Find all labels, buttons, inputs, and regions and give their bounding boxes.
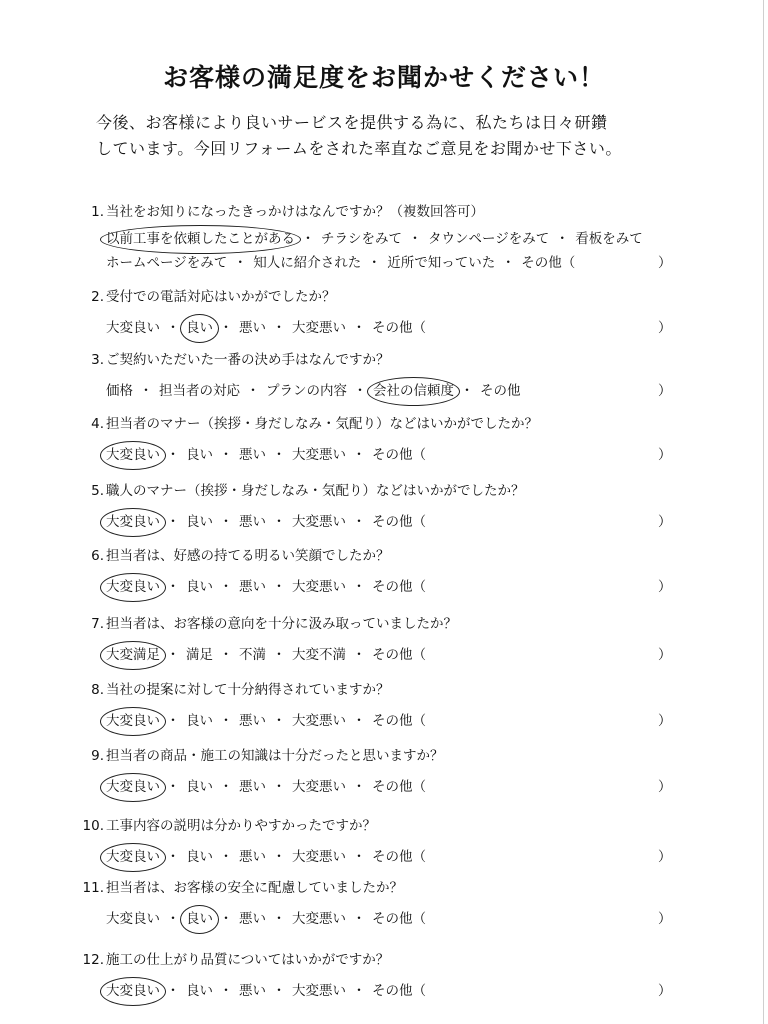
question-text: 担当者は、お客様の意向を十分に汲み取っていましたか？ xyxy=(106,616,457,632)
answer-option[interactable]: その他（ xyxy=(372,849,426,865)
question-text: 当社をお知りになったきっかけはなんですか？（複数回答可） xyxy=(106,204,484,220)
answer-option[interactable]: 良い xyxy=(186,779,213,795)
separator-dot: ・ xyxy=(139,383,153,399)
close-paren: ） xyxy=(658,849,672,865)
question-text: 当社の提案に対して十分納得されていますか？ xyxy=(106,682,390,698)
separator-dot: ・ xyxy=(272,320,286,336)
separator-dot: ・ xyxy=(352,579,366,595)
separator-dot: ・ xyxy=(166,911,180,927)
answer-options xyxy=(106,228,700,250)
separator-dot: ・ xyxy=(233,255,247,271)
answer-option[interactable]: 悪い xyxy=(239,849,266,865)
answer-option[interactable]: 知人に紹介された xyxy=(253,255,362,271)
separator-dot: ・ xyxy=(272,983,286,999)
answer-option[interactable]: 良い xyxy=(186,713,213,729)
question-number: 6. xyxy=(91,548,104,564)
answer-option[interactable]: 悪い xyxy=(239,983,266,999)
separator-dot: ・ xyxy=(219,320,233,336)
separator-dot: ・ xyxy=(353,383,367,399)
question-heading xyxy=(60,414,700,434)
answer-option[interactable]: その他（ xyxy=(521,255,576,271)
separator-dot: ・ xyxy=(272,713,286,729)
separator-dot: ・ xyxy=(352,514,366,530)
question-heading xyxy=(60,680,700,700)
answer-option[interactable]: 悪い xyxy=(239,911,266,927)
answer-option[interactable]: 満足 xyxy=(186,647,213,663)
answer-option[interactable]: 大変悪い xyxy=(292,849,346,865)
answer-options xyxy=(106,710,700,732)
answer-option-circled[interactable]: 大変良い xyxy=(106,846,160,868)
separator-dot: ・ xyxy=(272,779,286,795)
answer-option[interactable]: 近所で知っていた xyxy=(387,255,496,271)
answer-option[interactable]: その他（ xyxy=(372,983,426,999)
separator-dot: ・ xyxy=(272,514,286,530)
question-number: 8. xyxy=(91,682,104,698)
intro-line: しています。今回リフォームをされた率直なご意見をお聞かせ下さい。 xyxy=(96,139,622,158)
close-paren: ） xyxy=(658,514,672,530)
answer-option-circled[interactable]: 良い xyxy=(186,908,213,930)
close-paren: ） xyxy=(658,579,672,595)
answer-option[interactable]: その他（ xyxy=(372,447,426,463)
separator-dot: ・ xyxy=(219,911,233,927)
answer-option[interactable]: 悪い xyxy=(239,713,266,729)
question-text: 担当者は、お客様の安全に配慮していましたか？ xyxy=(106,880,403,896)
answer-option[interactable]: その他（ xyxy=(372,713,426,729)
answer-option[interactable]: 不満 xyxy=(239,647,266,663)
question-1 xyxy=(60,202,700,274)
question-number: 1. xyxy=(91,204,104,220)
answer-options xyxy=(106,980,700,1002)
separator-dot: ・ xyxy=(272,849,286,865)
separator-dot: ・ xyxy=(352,647,366,663)
separator-dot: ・ xyxy=(219,447,233,463)
separator-dot: ・ xyxy=(166,320,180,336)
answer-options xyxy=(106,380,700,402)
question-text: 施工の仕上がり品質についてはいかがですか？ xyxy=(106,952,390,968)
answer-option[interactable]: 看板をみて xyxy=(575,231,643,247)
separator-dot: ・ xyxy=(166,579,180,595)
separator-dot: ・ xyxy=(272,579,286,595)
answer-option[interactable]: 悪い xyxy=(239,447,266,463)
answer-option[interactable]: 良い xyxy=(186,579,213,595)
separator-dot: ・ xyxy=(501,255,515,271)
page-title: お客様の満足度をお聞かせください！ xyxy=(162,63,605,92)
answer-option-circled[interactable]: 大変良い xyxy=(106,776,160,798)
answer-option-circled[interactable]: 大変良い xyxy=(106,710,160,732)
answer-option-circled[interactable]: 大変良い xyxy=(106,444,160,466)
answer-option[interactable]: 大変悪い xyxy=(292,447,346,463)
question-12 xyxy=(60,950,700,1002)
answer-option-circled[interactable]: 大変良い xyxy=(106,980,160,1002)
answer-option[interactable]: その他（ xyxy=(372,579,426,595)
close-paren: ） xyxy=(658,911,672,927)
answer-option[interactable]: チラシをみて xyxy=(321,231,402,247)
answer-option[interactable]: 悪い xyxy=(239,514,266,530)
answer-option-circled[interactable]: 以前工事を依頼したことがある xyxy=(106,228,295,250)
answer-options xyxy=(106,252,700,274)
answer-options xyxy=(106,317,700,339)
question-number: 12. xyxy=(82,952,104,968)
separator-dot: ・ xyxy=(219,579,233,595)
question-heading xyxy=(60,746,700,766)
answer-option[interactable]: 価格 xyxy=(106,383,133,399)
close-paren: ） xyxy=(658,983,672,999)
question-2 xyxy=(60,287,700,339)
question-heading xyxy=(60,350,700,370)
answer-option[interactable]: 大変良い xyxy=(106,320,160,336)
separator-dot: ・ xyxy=(272,447,286,463)
question-11 xyxy=(60,878,700,930)
answer-option[interactable]: 大変悪い xyxy=(292,779,346,795)
answer-option[interactable]: 大変悪い xyxy=(292,514,346,530)
close-paren: ） xyxy=(658,255,672,271)
answer-option-circled[interactable]: 大変良い xyxy=(106,576,160,598)
answer-option[interactable]: 悪い xyxy=(239,320,266,336)
close-paren: ） xyxy=(658,320,672,336)
question-number: 7. xyxy=(91,616,104,632)
answer-option[interactable]: タウンページをみて xyxy=(428,231,550,247)
separator-dot: ・ xyxy=(166,447,180,463)
answer-option[interactable]: その他 xyxy=(480,383,521,399)
question-10 xyxy=(60,816,700,868)
separator-dot: ・ xyxy=(219,983,233,999)
question-heading xyxy=(60,202,700,222)
answer-option[interactable]: 大変悪い xyxy=(292,713,346,729)
answer-option[interactable]: 大変悪い xyxy=(292,579,346,595)
separator-dot: ・ xyxy=(166,779,180,795)
separator-dot: ・ xyxy=(460,383,474,399)
separator-dot: ・ xyxy=(219,514,233,530)
close-paren: ） xyxy=(658,383,672,399)
question-heading xyxy=(60,816,700,836)
question-3 xyxy=(60,350,700,402)
answer-option[interactable]: 悪い xyxy=(239,579,266,595)
answer-options xyxy=(106,846,700,868)
question-text: 担当者は、好感の持てる明るい笑顔でしたか？ xyxy=(106,548,390,564)
question-text: 担当者のマナー（挨拶・身だしなみ・気配り）などはいかがでしたか？ xyxy=(106,416,538,432)
question-4 xyxy=(60,414,700,466)
question-text: ご契約いただいた一番の決め手はなんですか？ xyxy=(106,352,390,368)
answer-option[interactable]: 大変悪い xyxy=(292,320,346,336)
question-5 xyxy=(60,481,700,533)
separator-dot: ・ xyxy=(352,713,366,729)
separator-dot: ・ xyxy=(408,231,422,247)
answer-option[interactable]: 良い xyxy=(186,849,213,865)
question-heading xyxy=(60,614,700,634)
question-6 xyxy=(60,546,700,598)
separator-dot: ・ xyxy=(219,713,233,729)
answer-options xyxy=(106,444,700,466)
answer-option[interactable]: その他（ xyxy=(372,647,426,663)
separator-dot: ・ xyxy=(166,514,180,530)
answer-options xyxy=(106,511,700,533)
answer-option[interactable]: 大変不満 xyxy=(292,647,346,663)
question-number: 10. xyxy=(82,818,104,834)
answer-option[interactable]: ホームページをみて xyxy=(106,255,228,271)
answer-option[interactable]: 良い xyxy=(186,514,213,530)
separator-dot: ・ xyxy=(352,849,366,865)
separator-dot: ・ xyxy=(166,983,180,999)
question-heading xyxy=(60,481,700,501)
answer-options xyxy=(106,644,700,666)
question-8 xyxy=(60,680,700,732)
answer-option-circled[interactable]: 良い xyxy=(186,317,213,339)
question-number: 11. xyxy=(82,880,104,896)
separator-dot: ・ xyxy=(301,231,315,247)
answer-option-circled[interactable]: 大変満足 xyxy=(106,644,160,666)
question-9 xyxy=(60,746,700,798)
answer-option-circled[interactable]: 会社の信頼度 xyxy=(373,380,454,402)
separator-dot: ・ xyxy=(166,849,180,865)
question-number: 5. xyxy=(91,483,104,499)
answer-option[interactable]: 大変良い xyxy=(106,911,160,927)
separator-dot: ・ xyxy=(352,911,366,927)
answer-option-circled[interactable]: 大変良い xyxy=(106,511,160,533)
close-paren: ） xyxy=(658,447,672,463)
question-number: 3. xyxy=(91,352,104,368)
separator-dot: ・ xyxy=(555,231,569,247)
separator-dot: ・ xyxy=(352,320,366,336)
separator-dot: ・ xyxy=(272,647,286,663)
close-paren: ） xyxy=(658,779,672,795)
answer-option[interactable]: プランの内容 xyxy=(266,383,347,399)
question-heading xyxy=(60,287,700,307)
separator-dot: ・ xyxy=(219,849,233,865)
answer-option[interactable]: 悪い xyxy=(239,779,266,795)
question-text: 受付での電話対応はいかがでしたか？ xyxy=(106,289,336,305)
answer-options xyxy=(106,908,700,930)
separator-dot: ・ xyxy=(219,647,233,663)
separator-dot: ・ xyxy=(352,447,366,463)
question-number: 4. xyxy=(91,416,104,432)
answer-option[interactable]: その他（ xyxy=(372,779,426,795)
separator-dot: ・ xyxy=(367,255,381,271)
question-heading xyxy=(60,546,700,566)
separator-dot: ・ xyxy=(352,983,366,999)
separator-dot: ・ xyxy=(246,383,260,399)
separator-dot: ・ xyxy=(272,911,286,927)
answer-option[interactable]: その他（ xyxy=(372,320,426,336)
separator-dot: ・ xyxy=(352,779,366,795)
answer-option[interactable]: 担当者の対応 xyxy=(159,383,240,399)
answer-option[interactable]: 良い xyxy=(186,983,213,999)
answer-option[interactable]: 大変悪い xyxy=(292,983,346,999)
scan-edge-line xyxy=(763,0,764,1024)
answer-option[interactable]: その他（ xyxy=(372,911,426,927)
question-heading xyxy=(60,950,700,970)
separator-dot: ・ xyxy=(219,779,233,795)
intro-paragraph xyxy=(96,110,696,162)
answer-option[interactable]: その他（ xyxy=(372,514,426,530)
question-7 xyxy=(60,614,700,666)
answer-options xyxy=(106,576,700,598)
separator-dot: ・ xyxy=(166,647,180,663)
question-text: 工事内容の説明は分かりやすかったですか？ xyxy=(106,818,376,834)
question-text: 職人のマナー（挨拶・身だしなみ・気配り）などはいかがでしたか？ xyxy=(106,483,525,499)
question-number: 2. xyxy=(91,289,104,305)
intro-line: 今後、お客様により良いサービスを提供する為に、私たちは日々研鑽 xyxy=(96,113,608,132)
question-text: 担当者の商品・施工の知識は十分だったと思いますか？ xyxy=(106,748,444,764)
close-paren: ） xyxy=(658,647,672,663)
question-heading xyxy=(60,878,700,898)
answer-option[interactable]: 大変悪い xyxy=(292,911,346,927)
answer-options xyxy=(106,776,700,798)
close-paren: ） xyxy=(658,713,672,729)
question-number: 9. xyxy=(91,748,104,764)
separator-dot: ・ xyxy=(166,713,180,729)
answer-option[interactable]: 良い xyxy=(186,447,213,463)
